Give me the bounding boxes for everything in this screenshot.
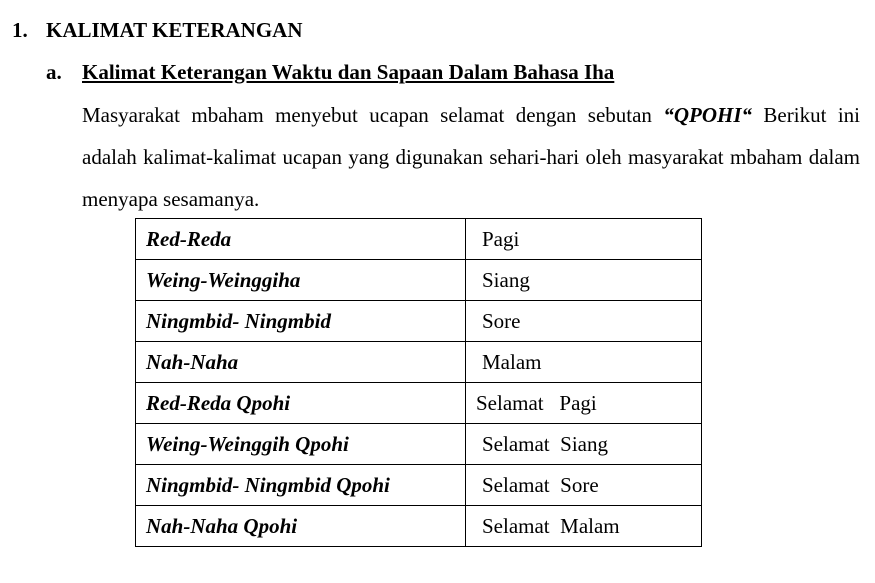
meaning-cell: Malam (466, 342, 702, 383)
table-row (136, 383, 702, 424)
section-number: 1. (12, 18, 28, 42)
meaning-cell: Selamat Sore (466, 465, 702, 506)
table-row (136, 342, 702, 383)
iha-phrase-cell: Red-Reda Qpohi (136, 383, 466, 424)
iha-phrase-cell: Red-Reda (136, 219, 466, 260)
intro-paragraph (82, 94, 860, 220)
greetings-table (135, 218, 702, 547)
section-heading (12, 16, 303, 44)
subsection-heading (46, 58, 614, 86)
table-row (136, 260, 702, 301)
meaning-cell: Selamat Siang (466, 424, 702, 465)
meaning-cell: Siang (466, 260, 702, 301)
meaning-cell: Selamat Pagi (466, 383, 702, 424)
iha-phrase-cell: Weing-Weinggih Qpohi (136, 424, 466, 465)
table-row (136, 506, 702, 547)
iha-phrase-cell: Nah-Naha (136, 342, 466, 383)
section-title: KALIMAT KETERANGAN (46, 18, 303, 42)
iha-phrase-cell: Ningmbid- Ningmbid (136, 301, 466, 342)
subsection-letter: a. (46, 60, 62, 84)
table-row (136, 301, 702, 342)
iha-phrase-cell: Weing-Weinggiha (136, 260, 466, 301)
subsection-title: Kalimat Keterangan Waktu dan Sapaan Dalam Bahasa Iha (82, 60, 615, 84)
meaning-cell: Selamat Malam (466, 506, 702, 547)
meaning-cell: Pagi (466, 219, 702, 260)
table-row (136, 219, 702, 260)
meaning-cell: Sore (466, 301, 702, 342)
table-row (136, 465, 702, 506)
iha-phrase-cell: Nah-Naha Qpohi (136, 506, 466, 547)
table-row (136, 424, 702, 465)
paragraph-text-before: Masyarakat mbaham menyebut ucapan selamat dengan sebutan (82, 103, 664, 127)
iha-phrase-cell: Ningmbid- Ningmbid Qpohi (136, 465, 466, 506)
paragraph-text-after: Berikut ini adalah kalimat-kalimat ucapan yang digunakan sehari-hari oleh masyarakat mbaham dalam menyapa sesamanya. (82, 103, 860, 211)
paragraph-emphasis: “QPOHI“ (663, 103, 753, 127)
